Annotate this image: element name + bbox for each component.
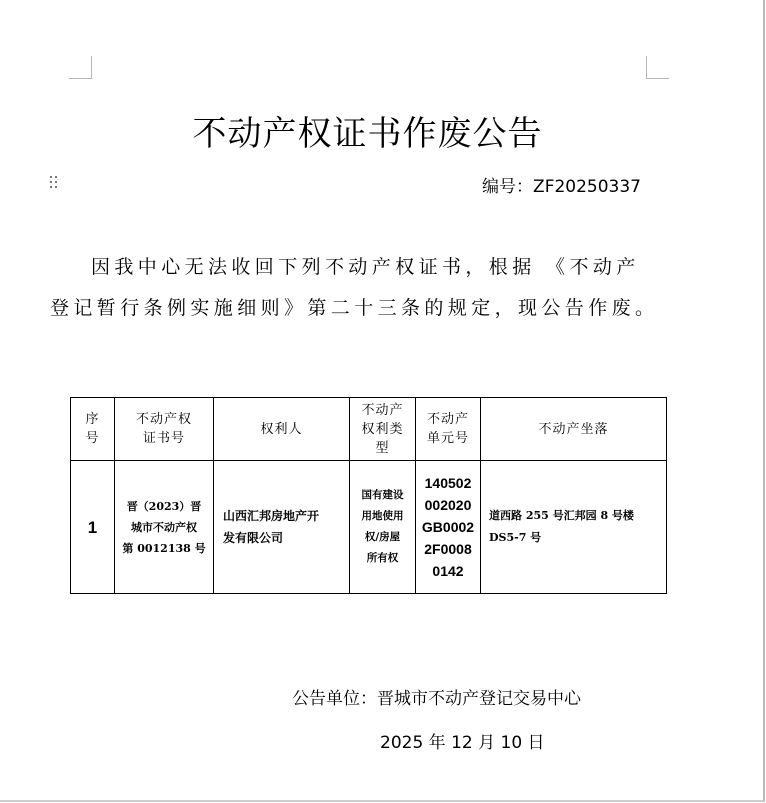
cell-seq: 1 <box>71 461 115 594</box>
issuing-unit: 公告单位：晋城市不动产登记交易中心 <box>292 689 581 709</box>
cell-right-type: 国有建设 用地使用 权/房屋 所有权 <box>350 461 416 594</box>
header-unit-no: 不动产 单元号 <box>416 398 481 461</box>
header-location: 不动产坐落 <box>481 398 667 461</box>
drag-handle-icon[interactable] <box>50 176 60 190</box>
header-cert-no: 不动产权 证书号 <box>115 398 214 461</box>
table-row <box>71 461 667 594</box>
page-title: 不动产权证书作废公告 <box>192 114 543 154</box>
crop-mark-top-right <box>646 56 669 79</box>
document-number-label: 编号： <box>482 177 534 197</box>
cell-owner: 山西汇邦房地产开 发有限公司 <box>214 461 350 594</box>
void-certificate-table <box>70 397 667 594</box>
cell-cert-no: 晋（2023）晋 城市不动产权 第 0012138 号 <box>115 461 214 594</box>
issue-date: 2025 年 12 月 10 日 <box>380 733 545 753</box>
header-owner: 权利人 <box>214 398 350 461</box>
cell-location: 道西路 255 号汇邦园 8 号楼 DS5-7 号 <box>481 461 667 594</box>
crop-mark-top-left <box>69 56 92 79</box>
document-number-value: ZF20250337 <box>533 177 641 197</box>
header-seq: 序 号 <box>71 398 115 461</box>
body-paragraph-line-1: 因我中心无法收回下列不动产权证书，根据 《不动产 <box>91 256 640 278</box>
document-number <box>482 172 641 197</box>
table-header-row <box>71 398 667 461</box>
body-paragraph-line-2: 登记暂行条例实施细则》第二十三条的规定，现公告作废。 <box>50 297 659 319</box>
header-right-type: 不动产 权利类 型 <box>350 398 416 461</box>
cell-unit-no: 140502 002020 GB0002 2F0008 0142 <box>416 461 481 594</box>
